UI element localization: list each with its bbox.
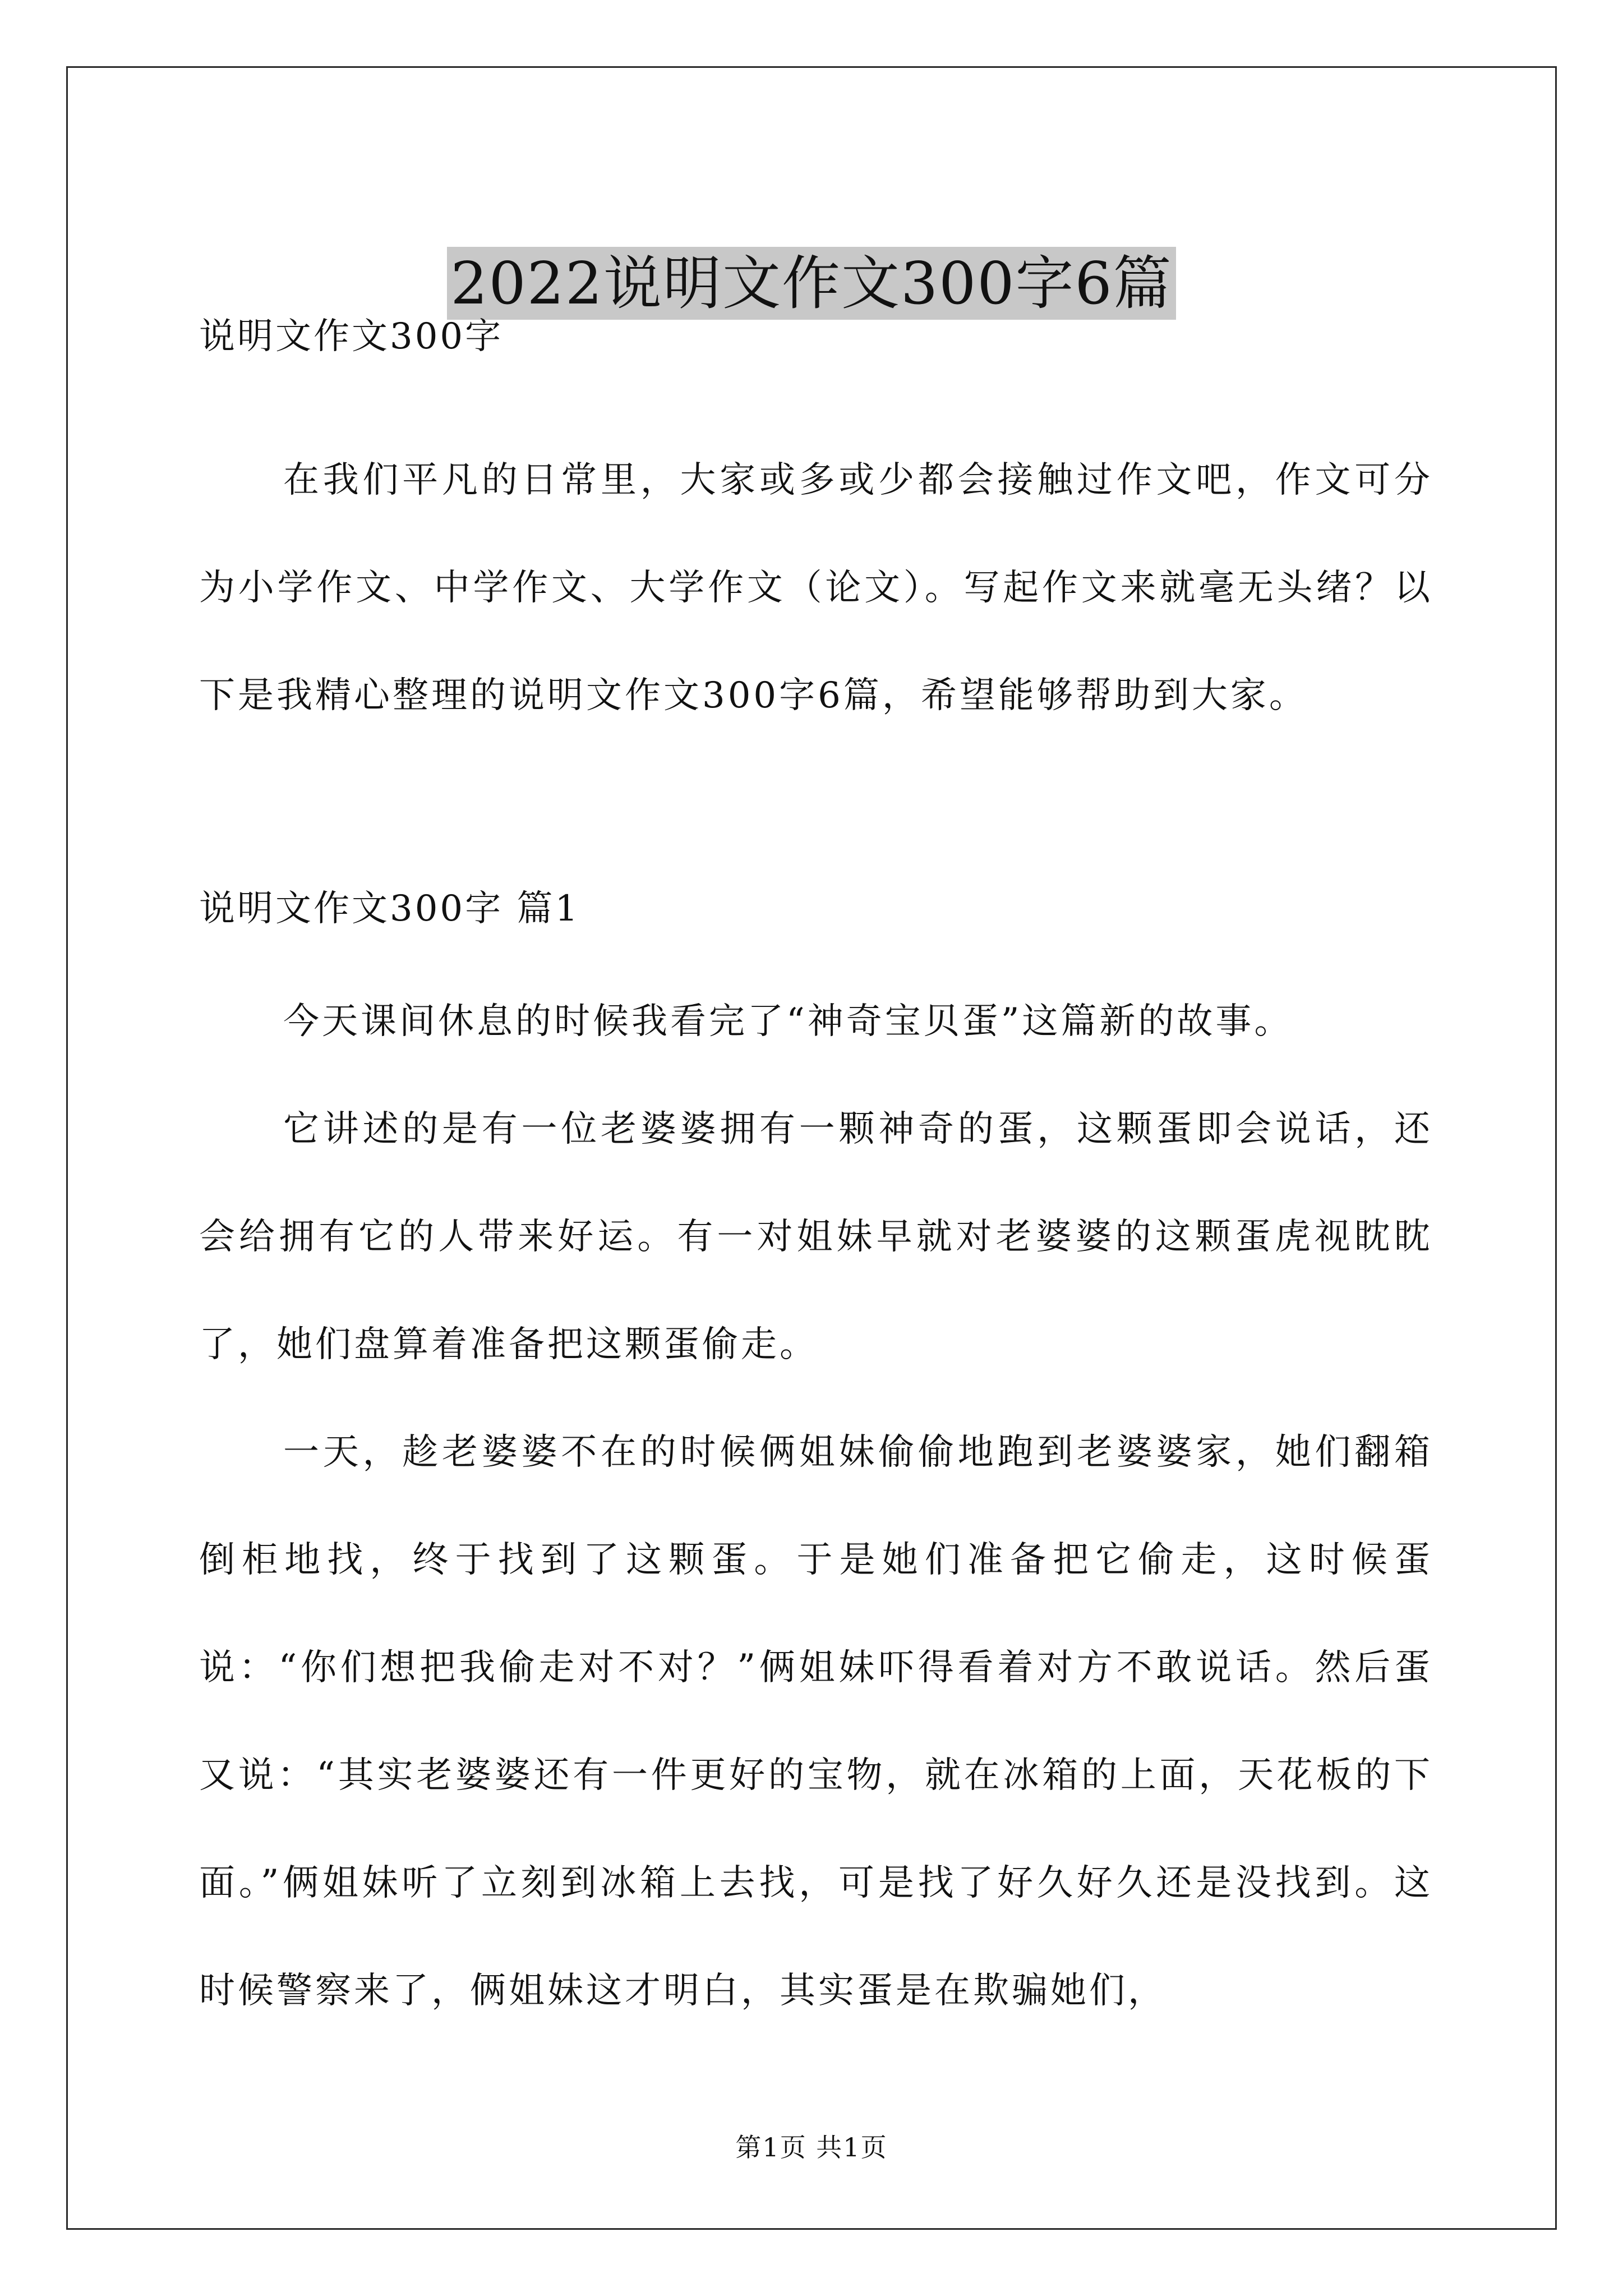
page-footer: 第1页 共1页 bbox=[735, 2132, 888, 2162]
document-title bbox=[0, 250, 1623, 317]
section1-paragraph: 一天，趁老婆婆不在的时候俩姐妹偷偷地跑到老婆婆家，她们翻箱倒柜地找，终于找到了这颗蛋。于是她们准备把它偷走，这时候蛋说：“你们想把我偷走对不对？”俩姐妹吓得看着对方不敢说话。然后蛋又说：“其实老婆婆还有一件更好的宝物，就在冰箱的上面，天花板的下面。”俩姐妹听了立刻到冰箱上去找，可是找了好久好久还是没找到。这时候警察来了，俩姐妹这才明白，其实蛋是在欺骗她们， bbox=[199, 1432, 1433, 2012]
intro-paragraph: 在我们平凡的日常里，大家或多或少都会接触过作文吧，作文可分为小学作文、中学作文、大学作文（论文）。写起作文来就毫无头绪？以下是我精心整理的说明文作文300字6篇，希望能够帮助到大家。 bbox=[199, 459, 1433, 716]
section1-paragraph: 它讲述的是有一位老婆婆拥有一颗神奇的蛋，这颗蛋即会说话，还会给拥有它的人带来好运。有一对姐妹早就对老婆婆的这颗蛋虎视眈眈了，她们盘算着准备把这颗蛋偷走。 bbox=[199, 1108, 1433, 1365]
document-title-text: 2022说明文作文300字6篇 bbox=[447, 247, 1175, 320]
section1-paragraph: 今天课间休息的时候我看完了“神奇宝贝蛋”这篇新的故事。 bbox=[283, 1001, 1293, 1042]
section1-heading: 说明文作文300字 篇1 bbox=[199, 888, 580, 930]
intro-section bbox=[199, 426, 1433, 749]
section1-body bbox=[199, 968, 1433, 2045]
intro-heading: 说明文作文300字 bbox=[199, 316, 504, 357]
